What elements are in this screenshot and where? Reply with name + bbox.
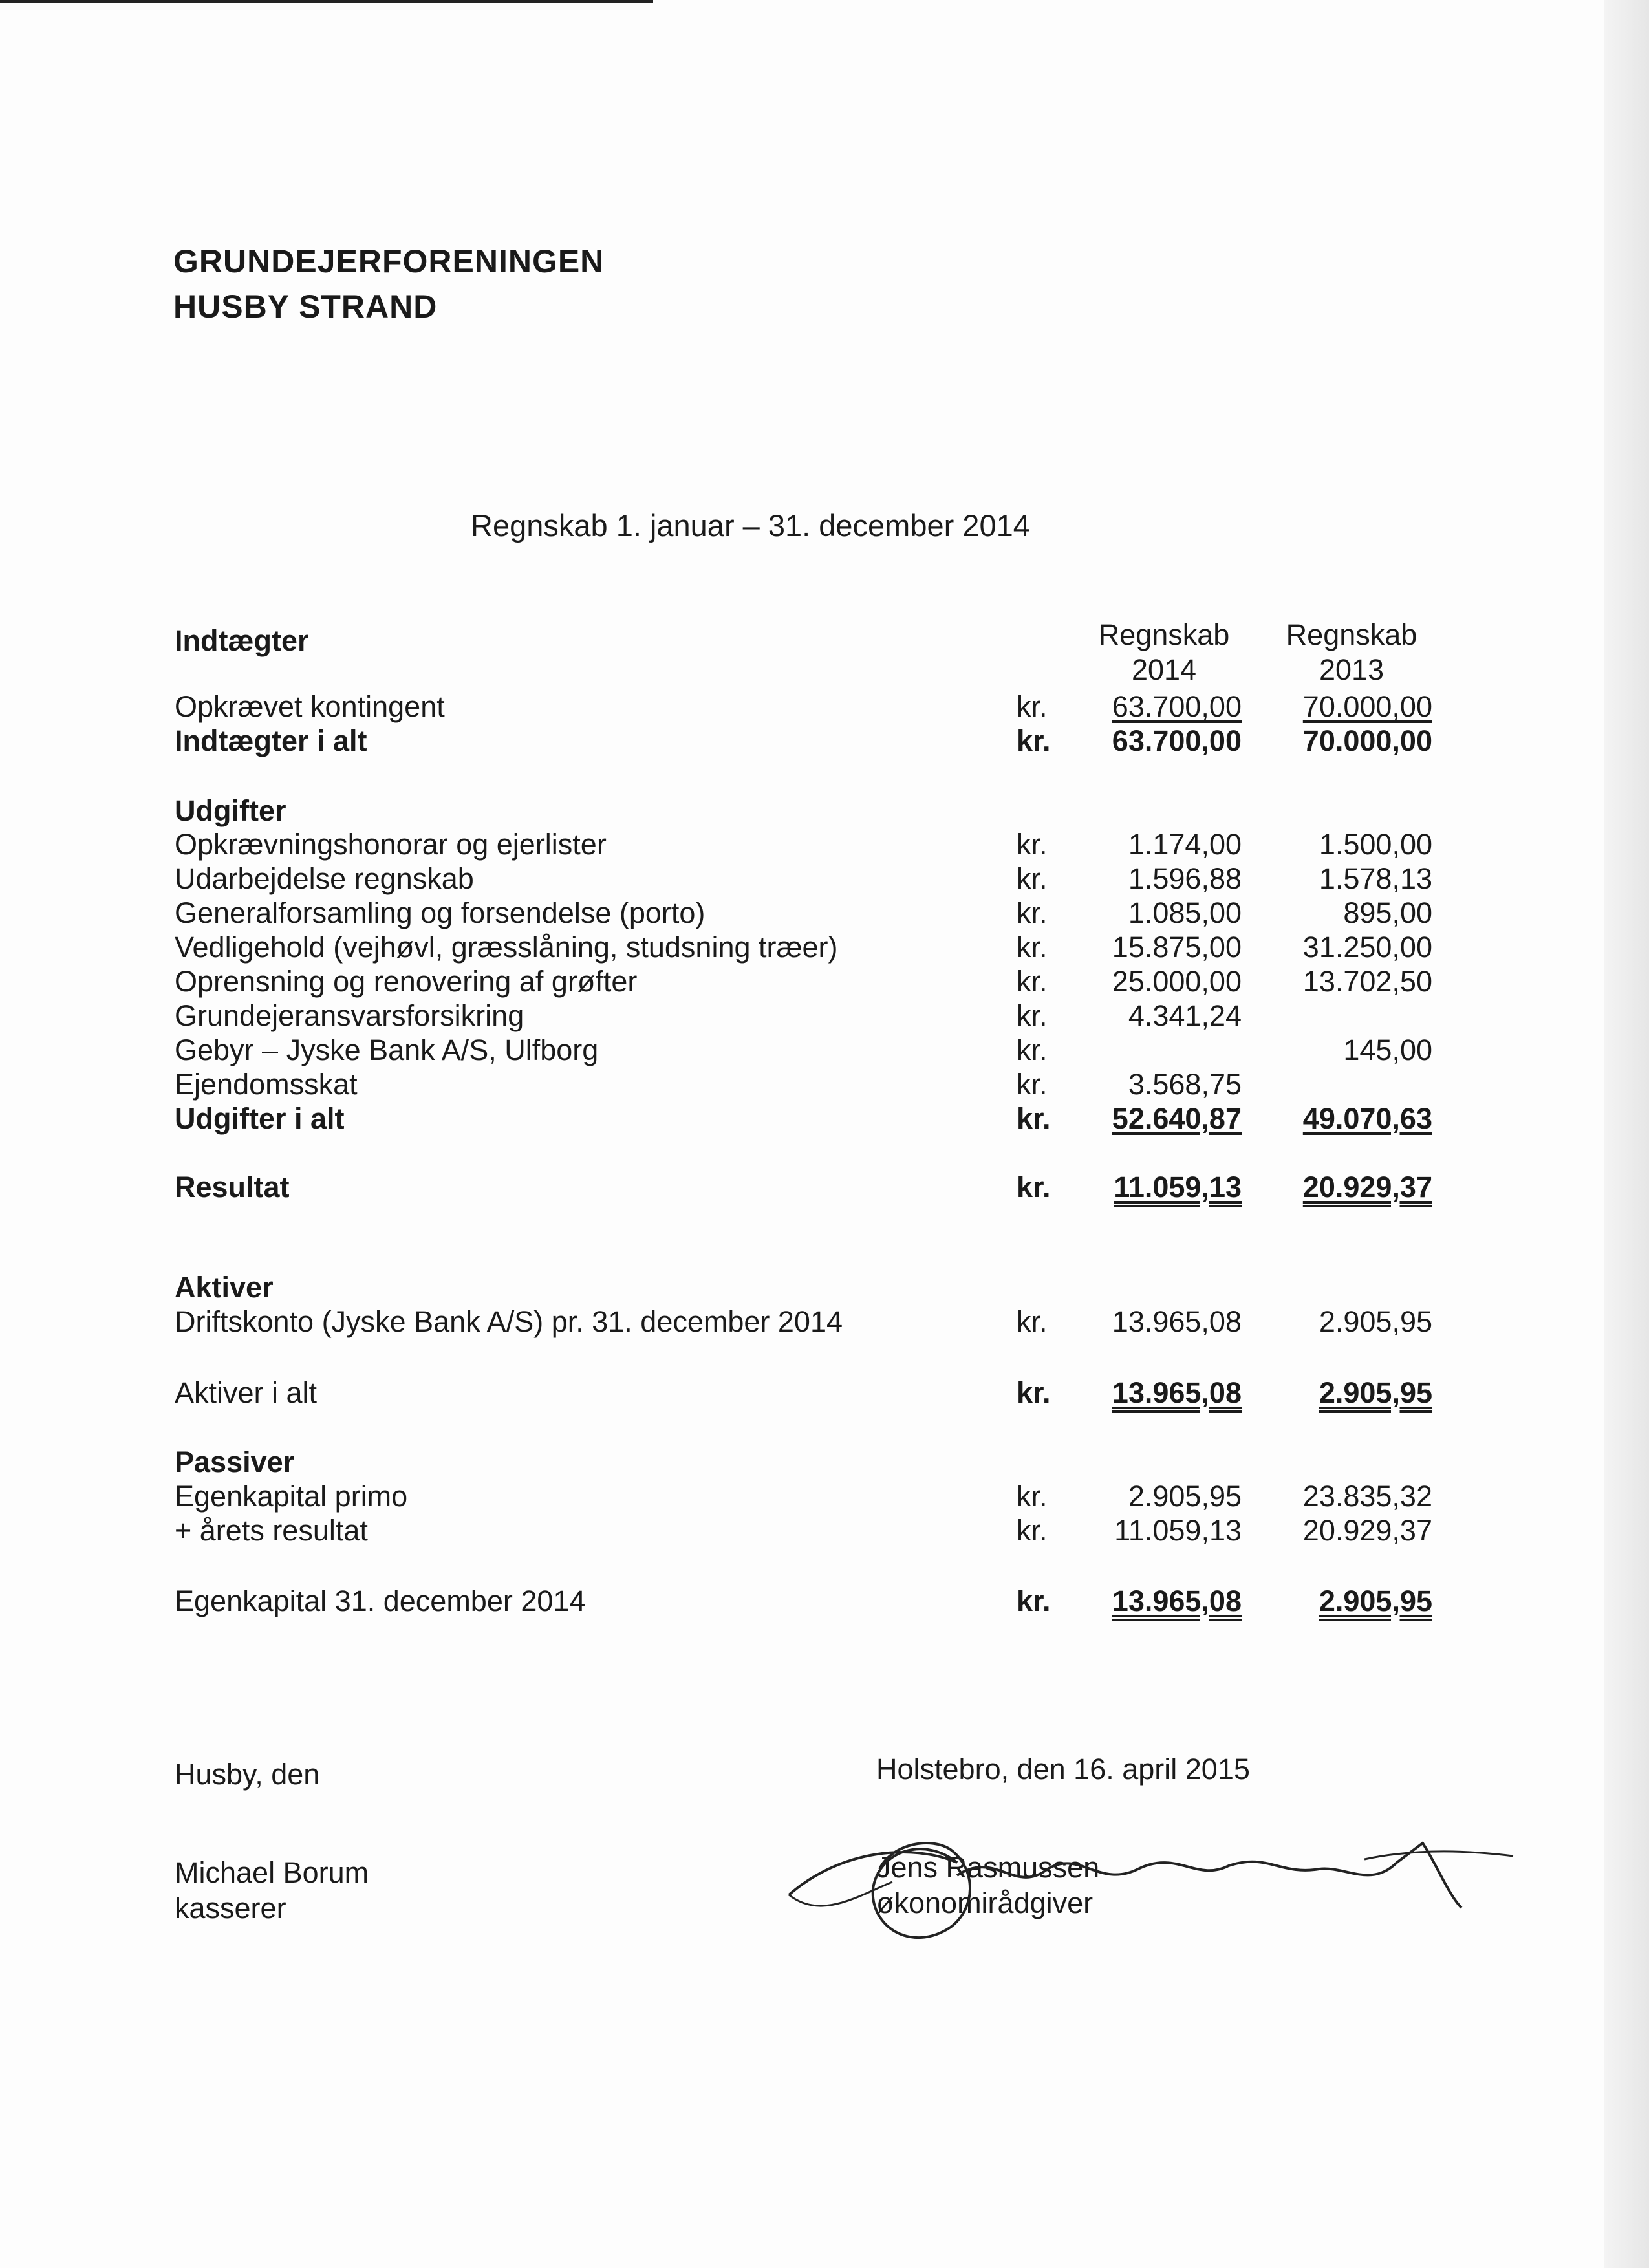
row-value-2014: 15.875,00 <box>1112 931 1242 964</box>
row-label: Grundejeransvarsforsikring <box>175 999 524 1032</box>
row-value-2013: 23.835,32 <box>1302 1480 1432 1513</box>
row-label: Opkrævningshonorar og ejerlister <box>175 828 607 861</box>
result-row <box>0 1171 1649 1205</box>
row-currency: kr. <box>1017 1376 1051 1409</box>
row-currency: kr. <box>1017 965 1048 998</box>
equity-total-row <box>0 1584 1649 1619</box>
row-label: Udgifter i alt <box>175 1102 345 1135</box>
row-value-2014: 11.059,13 <box>1114 1514 1242 1547</box>
expense-row <box>0 1068 1649 1103</box>
row-currency: kr. <box>1017 1305 1048 1338</box>
income-total-row <box>0 724 1649 759</box>
expense-row <box>0 862 1649 897</box>
row-value-2013: 20.929,37 <box>1302 1514 1432 1547</box>
document-title: Regnskab 1. januar – 31. december 2014 <box>471 508 1030 543</box>
right-place-date: Holstebro, den 16. april 2015 <box>876 1753 1250 1786</box>
row-label: Resultat <box>175 1171 290 1204</box>
left-signer-role: kasserer <box>175 1892 286 1925</box>
row-label: Opkrævet kontingent <box>175 690 445 723</box>
liabilities-heading: Passiver <box>175 1445 295 1478</box>
row-label: Udarbejdelse regnskab <box>175 862 474 895</box>
row-value-2013: 895,00 <box>1343 896 1432 929</box>
row-label: Gebyr – Jyske Bank A/S, Ulfborg <box>175 1033 599 1066</box>
row-value-2013: 2.905,95 <box>1319 1376 1432 1409</box>
row-currency: kr. <box>1017 1480 1048 1513</box>
row-value-2014: 63.700,00 <box>1112 690 1242 723</box>
row-value-2013: 70.000,00 <box>1302 724 1432 757</box>
row-value-2013: 2.905,95 <box>1319 1305 1432 1338</box>
row-value-2013: 1.500,00 <box>1319 828 1432 861</box>
row-label: Indtægter i alt <box>175 724 367 757</box>
row-label: Driftskonto (Jyske Bank A/S) pr. 31. december 2014 <box>175 1305 843 1338</box>
row-label: Vedligehold (vejhøvl, græsslåning, studsning træer) <box>175 931 838 964</box>
row-value-2014: 4.341,24 <box>1128 999 1242 1032</box>
row-value-2013: 70.000,00 <box>1302 690 1432 723</box>
expense-row <box>0 965 1649 1000</box>
assets-heading: Aktiver <box>175 1271 274 1304</box>
income-row <box>0 690 1649 725</box>
row-value-2014: 63.700,00 <box>1112 724 1242 757</box>
column-header-2013-line1: Regnskab <box>1286 618 1417 651</box>
row-value-2013: 1.578,13 <box>1319 862 1432 895</box>
right-signer-name: Jens Rasmussen <box>876 1851 1100 1884</box>
column-header-2014 <box>1067 618 1261 687</box>
expense-row <box>0 896 1649 931</box>
row-value-2013: 145,00 <box>1343 1033 1432 1066</box>
row-value-2014: 2.905,95 <box>1128 1480 1242 1513</box>
row-value-2014: 1.085,00 <box>1128 896 1242 929</box>
asset-row <box>0 1305 1649 1340</box>
row-currency: kr. <box>1017 724 1051 757</box>
row-label: Ejendomsskat <box>175 1068 358 1101</box>
row-currency: kr. <box>1017 896 1048 929</box>
row-value-2014: 13.965,08 <box>1112 1376 1242 1409</box>
expenses-heading: Udgifter <box>175 794 286 827</box>
assets-total-row <box>0 1376 1649 1411</box>
handwritten-signature <box>763 1824 1597 1972</box>
row-value-2013: 31.250,00 <box>1302 931 1432 964</box>
row-label: Aktiver i alt <box>175 1376 318 1409</box>
row-label: Egenkapital 31. december 2014 <box>175 1584 586 1617</box>
row-label: + årets resultat <box>175 1514 368 1547</box>
row-value-2014: 13.965,08 <box>1112 1305 1242 1338</box>
row-label: Egenkapital primo <box>175 1480 408 1513</box>
row-value-2014: 1.596,88 <box>1128 862 1242 895</box>
expense-row <box>0 931 1649 966</box>
row-currency: kr. <box>1017 1102 1051 1135</box>
org-name-line2: HUSBY STRAND <box>173 288 438 325</box>
liability-row <box>0 1480 1649 1515</box>
row-currency: kr. <box>1017 1514 1048 1547</box>
income-heading: Indtægter <box>175 624 309 657</box>
column-header-2014-line1: Regnskab <box>1098 618 1230 651</box>
expense-row <box>0 1033 1649 1068</box>
org-name-line1: GRUNDEJERFORENINGEN <box>173 243 605 279</box>
row-currency: kr. <box>1017 690 1048 723</box>
expense-row <box>0 999 1649 1034</box>
row-currency: kr. <box>1017 1171 1051 1204</box>
row-value-2013: 49.070,63 <box>1302 1102 1432 1135</box>
liability-row <box>0 1514 1649 1549</box>
row-value-2014: 25.000,00 <box>1112 965 1242 998</box>
row-currency: kr. <box>1017 862 1048 895</box>
row-value-2014: 11.059,13 <box>1114 1171 1242 1204</box>
right-signer-role: økonomirådgiver <box>876 1886 1094 1919</box>
row-currency: kr. <box>1017 999 1048 1032</box>
row-currency: kr. <box>1017 1068 1048 1101</box>
column-header-2013-line2: 2013 <box>1319 653 1385 686</box>
row-value-2013: 20.929,37 <box>1302 1171 1432 1204</box>
row-value-2014: 13.965,08 <box>1112 1584 1242 1617</box>
row-currency: kr. <box>1017 828 1048 861</box>
column-header-2013 <box>1255 618 1449 687</box>
row-currency: kr. <box>1017 1584 1051 1617</box>
row-currency: kr. <box>1017 931 1048 964</box>
row-value-2014: 3.568,75 <box>1128 1068 1242 1101</box>
row-label: Generalforsamling og forsendelse (porto) <box>175 896 706 929</box>
row-value-2013: 13.702,50 <box>1302 965 1432 998</box>
row-value-2014: 52.640,87 <box>1112 1102 1242 1135</box>
left-signer-name: Michael Borum <box>175 1856 369 1889</box>
expenses-total-row <box>0 1102 1649 1137</box>
top-rule <box>0 0 653 3</box>
expense-row <box>0 828 1649 863</box>
left-place-date: Husby, den <box>175 1758 320 1791</box>
row-currency: kr. <box>1017 1033 1048 1066</box>
row-value-2013: 2.905,95 <box>1319 1584 1432 1617</box>
row-label: Oprensning og renovering af grøfter <box>175 965 638 998</box>
column-header-2014-line2: 2014 <box>1131 653 1197 686</box>
row-value-2014: 1.174,00 <box>1128 828 1242 861</box>
